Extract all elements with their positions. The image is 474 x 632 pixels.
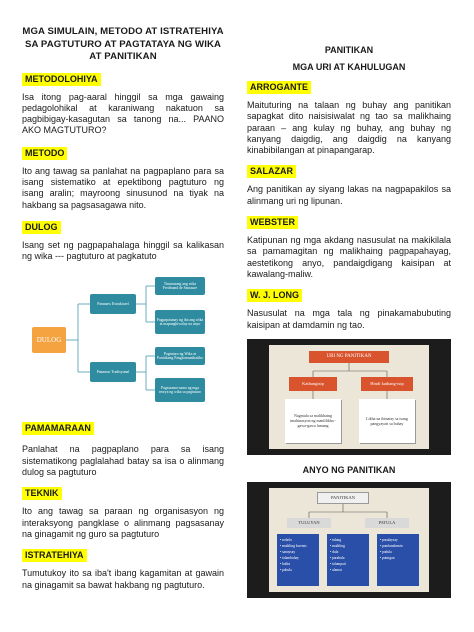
heading-metodo: METODO <box>22 147 67 160</box>
heading-metodolohiya: METODOLOHIYA <box>22 73 101 86</box>
dulog-leaf-box: Pagsasama-sama ng mga teorya ng wika sa pagtuturo <box>155 378 205 402</box>
uri-leaf-box: Likha na ibinatay sa isang pangyayari sa buhay <box>359 399 415 443</box>
uri-mid-box: Kathangisip <box>289 377 337 391</box>
anyo-list-item: • tulang <box>330 537 342 542</box>
anyo-list-item: • nobela <box>280 537 292 542</box>
document-title: MGA SIMULAIN, METODO AT ISTRATEHIYA SA PAGTUTURO AT PAGTATAYA NG WIKA AT PANITIKAN <box>22 26 224 62</box>
text-webster: Katipunan ng mga akdang nasusulat na makikilala sa pamamagitan ng malikhaing pagpapahayag, aestetikong anyo, pandaigdigang kaisipan at kawalang-maliw. <box>247 235 451 279</box>
anyo-list-item: • talumpati <box>330 561 346 566</box>
heading-dulog: DULOG <box>22 221 61 234</box>
text-wjlong: Nasusulat na mga tala ng pinakamabubuting kaisipan at damdamin ng tao. <box>247 308 451 330</box>
anyo-mid-box: PATULA <box>365 518 409 528</box>
heading-webster: WEBSTER <box>247 216 298 229</box>
heading-istratehiya: ISTRATEHIYA <box>22 549 87 562</box>
text-pamamaraan: Panlahat na pagpaplano para sa isang sistematikong paglalahad batay sa isa o alinmang dulog sa pagtuturo <box>22 444 224 478</box>
heading-wjlong: W. J. LONG <box>247 289 302 302</box>
section-pamamaraan <box>22 418 224 478</box>
anyo-list-item: • patnigan <box>380 555 395 560</box>
text-salazar: Ang panitikan ay siyang lakas na nagpapakilos sa alinmang uri ng lipunan. <box>247 184 451 206</box>
anyo-list-item: • balita <box>280 561 291 566</box>
text-arrogante: Maituturing na talaan ng buhay ang panitikan sapagkat dito naisisiwalat ng tao sa malikhaing paraan – ang kulay ng buhay, ang buhay ng kanyang daigdig, ang daigdig na kanyang kinabibilangan at pinapangarap. <box>247 100 451 156</box>
anyo-list-item: • alamat <box>330 567 342 572</box>
dulog-leaf-box: Pagtuturo ng Wika at Panitikang Pangkomunikatibo <box>155 347 205 365</box>
dulog-leaf-box: Pagpapatunay ng iba ang wika at mapanghiwalay na anyo <box>155 310 205 334</box>
anyo-list-middle <box>327 534 369 586</box>
text-metodo: Ito ang tawag sa panlahat na pagpaplano para sa isang sistematiko at epektibong pagtuturo ng isang aralin; mayroong sinusunod na tiyak na hakbang sa pagsasagawa nito. <box>22 165 224 210</box>
section-webster <box>247 212 451 280</box>
anyo-list-item: • padula <box>380 549 392 554</box>
right-column <box>247 26 451 598</box>
section-salazar <box>247 161 451 207</box>
heading-arrogante: ARROGANTE <box>247 81 311 94</box>
mga-uri-title: MGA URI AT KAHULUGAN <box>292 62 406 72</box>
section-wjlong <box>247 285 451 331</box>
heading-salazar: SALAZAR <box>247 165 296 178</box>
text-dulog: Isang set ng pagpapahalaga hinggil sa kalikasan ng wika --- pagtuturo at pagkatuto <box>22 239 224 262</box>
anyo-list-item: • talambuhay <box>280 555 299 560</box>
uri-top-box: URI NG PANITIKAN <box>309 351 389 363</box>
anyo-list-item: • maikling <box>330 543 345 548</box>
text-teknik: Ito ang tawag sa paraan ng organisasyon ng interaksyong pangklase o alinmang pagsasanay na ginagamit ng guro sa pagtuturo <box>22 506 224 539</box>
anyo-list-item: • parabula <box>330 555 345 560</box>
anyo-list-item: • pabula <box>280 567 292 572</box>
anyo-list-item: • dula <box>330 549 339 554</box>
dulog-leaf-box: Tinutanong ang wika Ferdinand de Saussure <box>155 277 205 295</box>
dulog-mid-box: Pananaw Estrukturel <box>90 294 136 314</box>
anyo-top-box: PANITIKAN <box>317 492 369 504</box>
section-metodo <box>22 143 224 211</box>
anyo-list-item: • maikling kwento <box>280 543 307 548</box>
uri-slide-image <box>247 339 451 455</box>
heading-pamamaraan: PAMAMARAAN <box>22 422 94 435</box>
anyo-list-tuluyan <box>277 534 319 586</box>
anyo-slide-image <box>247 482 451 598</box>
heading-teknik: TEKNIK <box>22 487 62 500</box>
anyo-list-item: • sanaysay <box>280 549 296 554</box>
text-metodolohiya: Isa itong pag-aaral hinggil sa mga gawaing pedagolohikal at karaniwang nakatuon sa pagbibigay-kasagutan sa tanong na... PAANO AKO MAGTUTURO? <box>22 91 224 136</box>
dulog-root-box: DULOG <box>32 327 66 353</box>
section-teknik <box>22 483 224 540</box>
panitikan-title: PANITIKAN <box>324 45 374 55</box>
section-arrogante <box>247 77 451 156</box>
anyo-list-patula <box>377 534 419 586</box>
section-istratehiya <box>22 545 224 591</box>
uri-leaf-box: Nagmula sa malikhaing imahinasyon ng manlilikha - gawa-gawa lamang <box>285 399 341 443</box>
anyo-list-item: • pasalaysay <box>380 537 398 542</box>
text-istratehiya: Tumutukoy ito sa iba't ibang kagamitan at gawain na ginagamit sa bawat hakbang ng pagtuturo. <box>22 568 224 590</box>
dulog-mid-box: Pananaw Tradisyunal <box>90 362 136 382</box>
uri-mid-box: Hindi kathang-isip <box>361 377 413 391</box>
section-dulog <box>22 217 224 263</box>
anyo-list-item: • pandamdamin <box>380 543 403 548</box>
left-column <box>22 26 224 591</box>
dulog-diagram <box>22 272 224 402</box>
anyo-title: ANYO NG PANITIKAN <box>302 464 396 475</box>
section-metodolohiya <box>22 69 224 137</box>
anyo-mid-box: TULUYAN <box>287 518 331 528</box>
